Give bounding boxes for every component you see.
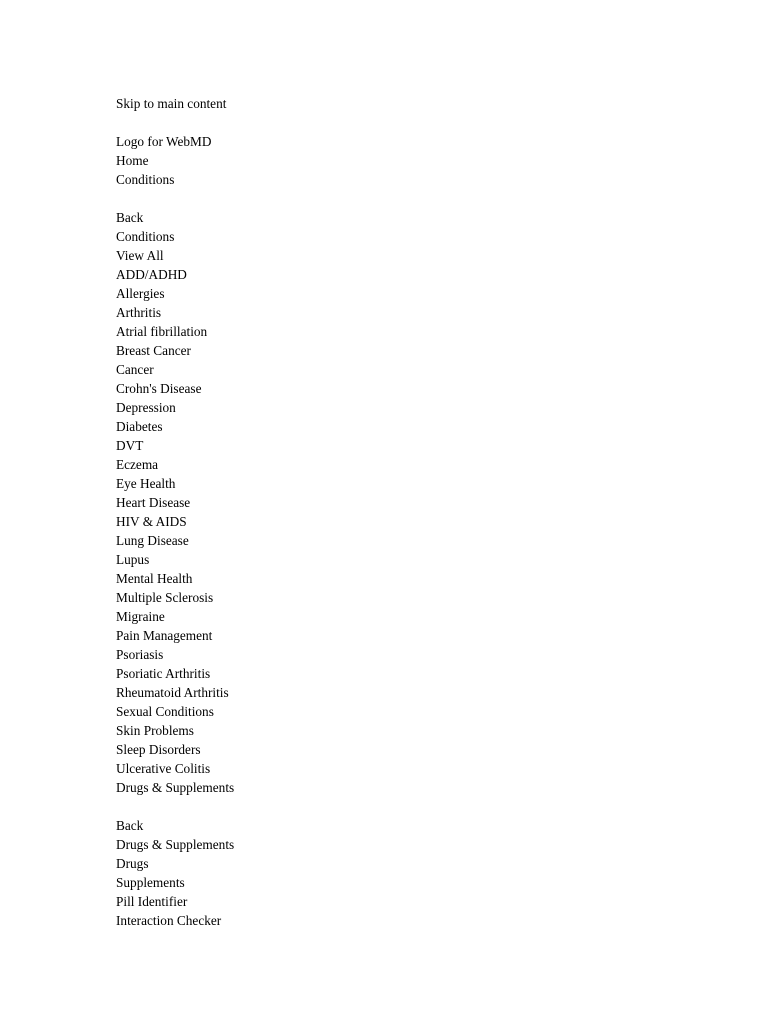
condition-link-skin-problems[interactable]: Skin Problems [116, 723, 194, 738]
condition-link-mental-health[interactable]: Mental Health [116, 571, 193, 586]
condition-link-psoriasis[interactable]: Psoriasis [116, 647, 164, 662]
condition-link-migraine[interactable]: Migraine [116, 609, 165, 624]
conditions-view-all-link[interactable]: View All [116, 248, 164, 263]
condition-link-multiple-sclerosis[interactable]: Multiple Sclerosis [116, 590, 214, 605]
condition-link-lung-disease[interactable]: Lung Disease [116, 533, 189, 548]
condition-link-dvt[interactable]: DVT [116, 438, 144, 453]
drugs-link-interaction-checker[interactable]: Interaction Checker [116, 913, 222, 928]
spacer [116, 113, 716, 132]
spacer [116, 189, 716, 208]
drugs-list [116, 854, 716, 930]
condition-link-breast-cancer[interactable]: Breast Cancer [116, 343, 191, 358]
condition-link-ulcerative-colitis[interactable]: Ulcerative Colitis [116, 761, 211, 776]
nav-drugs-supplements-toggle[interactable]: Drugs & Supplements [116, 780, 235, 795]
condition-link-allergies[interactable]: Allergies [116, 286, 165, 301]
page-content [116, 94, 716, 930]
nav-conditions-toggle[interactable]: Conditions [116, 172, 175, 187]
condition-link-eczema[interactable]: Eczema [116, 457, 159, 472]
condition-link-sleep-disorders[interactable]: Sleep Disorders [116, 742, 201, 757]
condition-link-diabetes[interactable]: Diabetes [116, 419, 163, 434]
main-navigation [116, 151, 716, 930]
conditions-list [116, 265, 716, 778]
condition-link-eye-health[interactable]: Eye Health [116, 476, 176, 491]
condition-link-lupus[interactable]: Lupus [116, 552, 150, 567]
condition-link-sexual-conditions[interactable]: Sexual Conditions [116, 704, 214, 719]
conditions-back-button[interactable]: Back [116, 210, 144, 225]
condition-link-heart-disease[interactable]: Heart Disease [116, 495, 191, 510]
conditions-submenu [116, 208, 716, 778]
condition-link-rheumatoid-arthritis[interactable]: Rheumatoid Arthritis [116, 685, 229, 700]
drugs-submenu [116, 816, 716, 930]
drugs-link-pill-identifier[interactable]: Pill Identifier [116, 894, 188, 909]
condition-link-hiv-aids[interactable]: HIV & AIDS [116, 514, 187, 529]
condition-link-pain-management[interactable]: Pain Management [116, 628, 213, 643]
condition-link-arthritis[interactable]: Arthritis [116, 305, 162, 320]
conditions-submenu-heading: Conditions [116, 229, 175, 244]
drugs-back-button[interactable]: Back [116, 818, 144, 833]
condition-link-add-adhd[interactable]: ADD/ADHD [116, 267, 187, 282]
drugs-link-supplements[interactable]: Supplements [116, 875, 185, 890]
drugs-submenu-heading: Drugs & Supplements [116, 837, 235, 852]
condition-link-depression[interactable]: Depression [116, 400, 176, 415]
spacer [116, 797, 716, 816]
nav-home-link[interactable]: Home [116, 153, 149, 168]
condition-link-psoriatic-arthritis[interactable]: Psoriatic Arthritis [116, 666, 211, 681]
condition-link-crohns-disease[interactable]: Crohn's Disease [116, 381, 202, 396]
skip-to-main-content-link[interactable]: Skip to main content [116, 96, 227, 111]
drugs-link-drugs[interactable]: Drugs [116, 856, 149, 871]
webmd-logo[interactable]: Logo for WebMD [116, 134, 212, 149]
condition-link-atrial-fibrillation[interactable]: Atrial fibrillation [116, 324, 208, 339]
condition-link-cancer[interactable]: Cancer [116, 362, 154, 377]
